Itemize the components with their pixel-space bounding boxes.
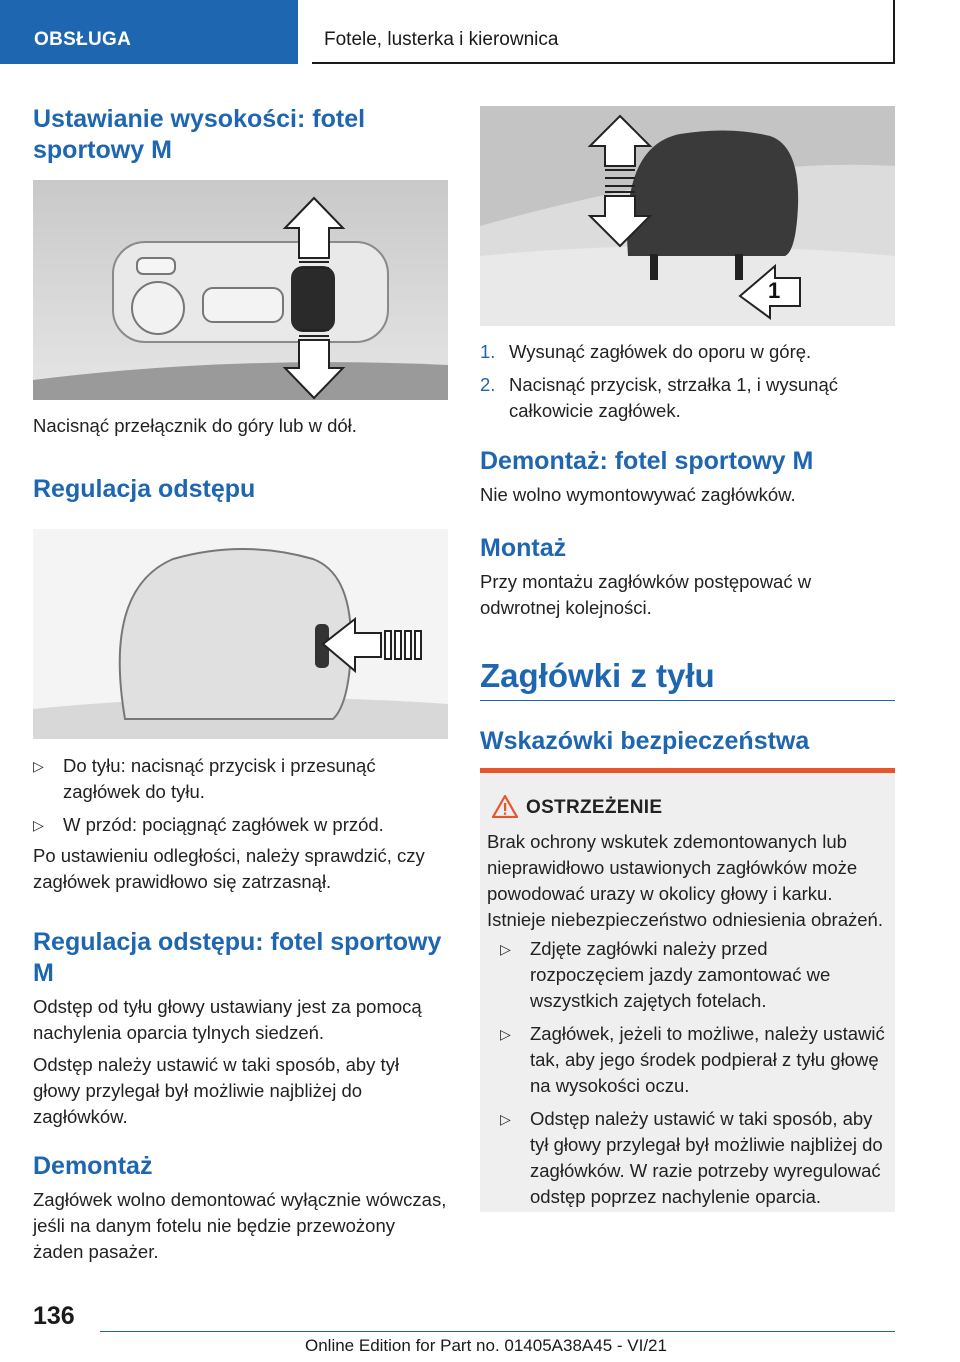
- warning-box: [480, 768, 895, 1212]
- list-item: ▷ Do tyłu: nacisnąć przycisk i przesunąć zagłówek do tyłu.: [33, 755, 376, 802]
- warning-title: OSTRZEŻENIE: [526, 797, 663, 818]
- distance-after-text: Po ustawieniu odległości, należy sprawdzić, czy zagłówek prawidłowo się zatrzasnął.: [33, 845, 425, 892]
- distance-bullets: [33, 753, 448, 845]
- heading-mount: Montaż: [480, 534, 567, 562]
- warning-body: Brak ochrony wskutek zdemontowanych lub nieprawidłowo ustawionych zagłówków może powodować urazy w okolicy głowy i karku. Istnieje niebezpieczeństwo odniesienia obrażeń.: [487, 831, 883, 930]
- list-item: ▷ Zdjęte zagłówki należy przed rozpoczęciem jazdy zamontować we wszystkich zajętych fotelach.: [500, 938, 831, 1011]
- warning-triangle-icon: [492, 795, 518, 823]
- mount-text: Przy montażu zagłówków postępować w odwrotnej kolejności.: [480, 571, 812, 618]
- footer-rule: [100, 1331, 895, 1332]
- heading-rear: Zagłówki z tyłu: [480, 657, 715, 694]
- warning-list: [500, 936, 885, 1217]
- height-sport-instruction: Nacisnąć przełącznik do góry lub w dół.: [33, 415, 357, 436]
- distance-sport-text-2: Odstęp należy ustawić w taki sposób, aby tył głowy przylegał był możliwie najbliżej do zagłówków.: [33, 1054, 400, 1127]
- figure-callout-label: 1: [768, 278, 781, 303]
- heading-rule: [480, 700, 895, 701]
- heading-removal: Demontaż: [33, 1152, 153, 1180]
- heading-distance: Regulacja odstępu: [33, 475, 256, 503]
- bullet-triangle-icon: ▷: [500, 1111, 511, 1127]
- bullet-triangle-icon: ▷: [500, 941, 511, 957]
- headrest-extend-figure: [480, 106, 895, 326]
- list-item: ▷ W przód: pociągnąć zagłówek w przód.: [33, 812, 448, 838]
- heading-distance-sport: Regulacja odstępu: fotel sportowy M: [33, 928, 442, 987]
- bullet-triangle-icon: ▷: [33, 758, 44, 774]
- chapter-title: Fotele, lusterka i kierownica: [324, 29, 559, 50]
- distance-sport-text-1: Odstęp od tyłu głowy ustawiany jest za pomocą nachylenia oparcia tylnych siedzeń.: [33, 996, 422, 1043]
- section-label: OBSŁUGA: [34, 29, 132, 50]
- list-item: 2. Nacisnąć przycisk, strzałka 1, i wysunąć całkowicie zagłówek.: [480, 374, 838, 421]
- heading-height-sport: Ustawianie wysokości: fotel sportowy M: [33, 105, 366, 164]
- removal-text: Zagłówek wolno demontować wyłącznie wówczas, jeśli na danym fotelu nie będzie przewożony żaden pasażer.: [33, 1189, 447, 1262]
- bullet-triangle-icon: ▷: [500, 1026, 511, 1042]
- headrest-button-figure: [33, 529, 448, 739]
- heading-safety: Wskazówki bezpieczeństwa: [480, 727, 810, 755]
- bullet-triangle-icon: ▷: [33, 817, 44, 833]
- removal-sport-text: Nie wolno wymontowywać zagłówków.: [480, 484, 796, 505]
- list-item: 1. Wysunąć zagłówek do oporu w górę.: [480, 341, 812, 362]
- heading-removal-sport: Demontaż: fotel sportowy M: [480, 447, 814, 475]
- steps-list: [480, 339, 895, 431]
- list-item: ▷ Odstęp należy ustawić w taki sposób, aby tył głowy przylegał był możliwie najbliżej do zagłówków. W razie potrzeby wyregulować odstęp poprzez nachylenie oparcia.: [500, 1108, 883, 1207]
- footer-edition: Online Edition for Part no. 01405A38A45 - VI/21: [305, 1336, 667, 1355]
- list-item: ▷ Zagłówek, jeżeli to możliwe, należy ustawić tak, aby jego środek podpierał z tyłu głowę na wysokości oczu.: [500, 1023, 885, 1096]
- seat-switch-figure: [33, 180, 448, 400]
- section-tab: [0, 0, 298, 64]
- chapter-header: [312, 0, 895, 64]
- page-number: 136: [33, 1302, 75, 1330]
